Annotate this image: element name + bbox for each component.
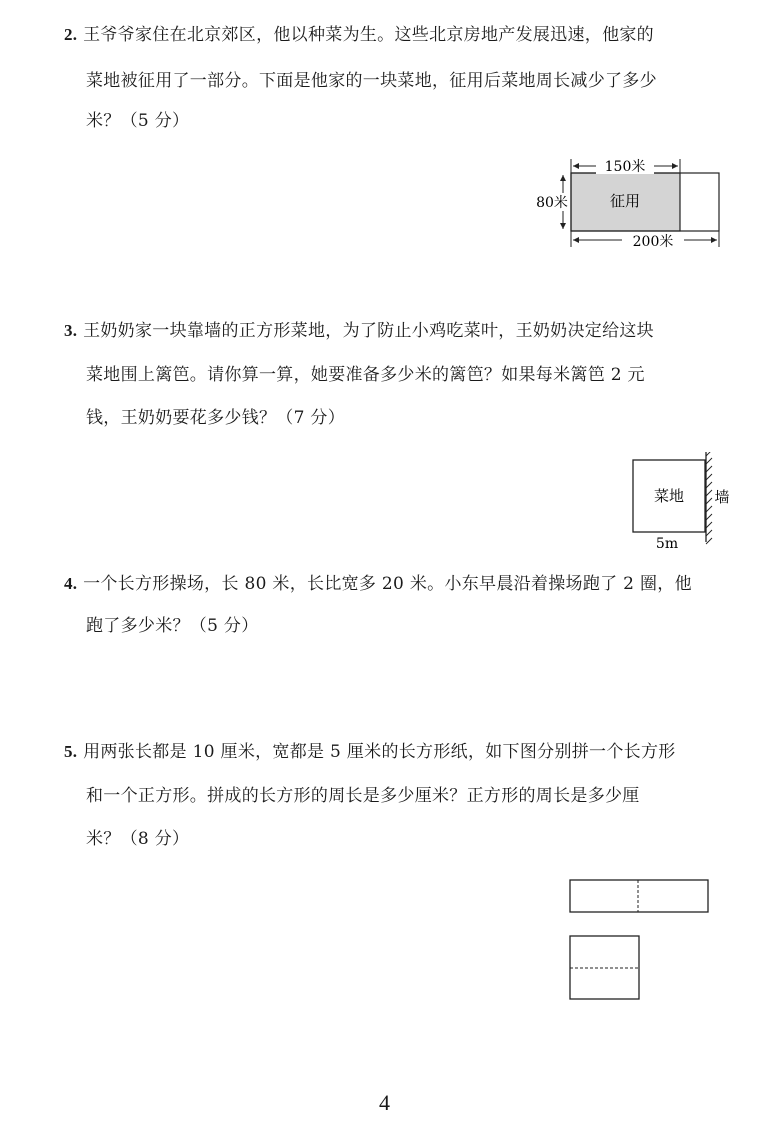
q2-shaded-label: 征用 <box>609 192 641 210</box>
q5-line-2: 和一个正方形。拼成的长方形的周长是多少厘米？正方形的周长是多少厘 <box>86 786 640 806</box>
q5-text-line-1: 用两张长都是 10 厘米，宽都是 5 厘米的长方形纸，如下图分别拼一个长方形 <box>83 742 676 762</box>
q2-left-label: 80米 <box>536 195 568 211</box>
q3-wall-label: 墙 <box>714 488 730 506</box>
page-number: 4 <box>379 1090 390 1115</box>
q2-bottom-label: 200米 <box>632 234 674 250</box>
q2-number: 2. <box>64 25 78 44</box>
q3-line-1 <box>64 320 654 342</box>
q3-text-line-1: 王奶奶家一块靠墙的正方形菜地，为了防止小鸡吃菜叶，王奶奶决定给这块 <box>83 321 654 341</box>
q2-top-label: 150米 <box>604 159 646 175</box>
q5-figure <box>565 875 715 1005</box>
q2-text-line-1: 王爷爷家住在北京郊区，他以种菜为生。这些北京房地产发展迅速，他家的 <box>83 25 654 45</box>
q5-number: 5. <box>64 742 78 761</box>
q2-line-1 <box>64 24 654 46</box>
q3-square-label: 菜地 <box>653 487 685 505</box>
q4-line-2: 跑了多少米？（5 分） <box>86 616 259 636</box>
q4-line-1 <box>64 573 692 595</box>
q4-number: 4. <box>64 574 78 593</box>
q5-line-1 <box>64 741 676 763</box>
q3-figure <box>625 452 745 552</box>
q2-figure <box>530 155 730 255</box>
q2-line-2: 菜地被征用了一部分。下面是他家的一块菜地，征用后菜地周长减少了多少 <box>86 71 657 91</box>
q3-line-3: 钱，王奶奶要花多少钱？（7 分） <box>86 408 346 428</box>
q3-side-label: 5m <box>655 536 679 552</box>
q2-line-3: 米？（5 分） <box>86 111 190 131</box>
q5-combined-rectangle <box>570 880 708 912</box>
q4-text-line-1: 一个长方形操场，长 80 米，长比宽多 20 米。小东早晨沿着操场跑了 2 圈，他 <box>83 574 692 594</box>
q3-line-2: 菜地围上篱笆。请你算一算，她要准备多少米的篱笆？如果每米篱笆 2 元 <box>86 365 645 385</box>
q3-number: 3. <box>64 321 78 340</box>
q5-line-3: 米？（8 分） <box>86 829 190 849</box>
